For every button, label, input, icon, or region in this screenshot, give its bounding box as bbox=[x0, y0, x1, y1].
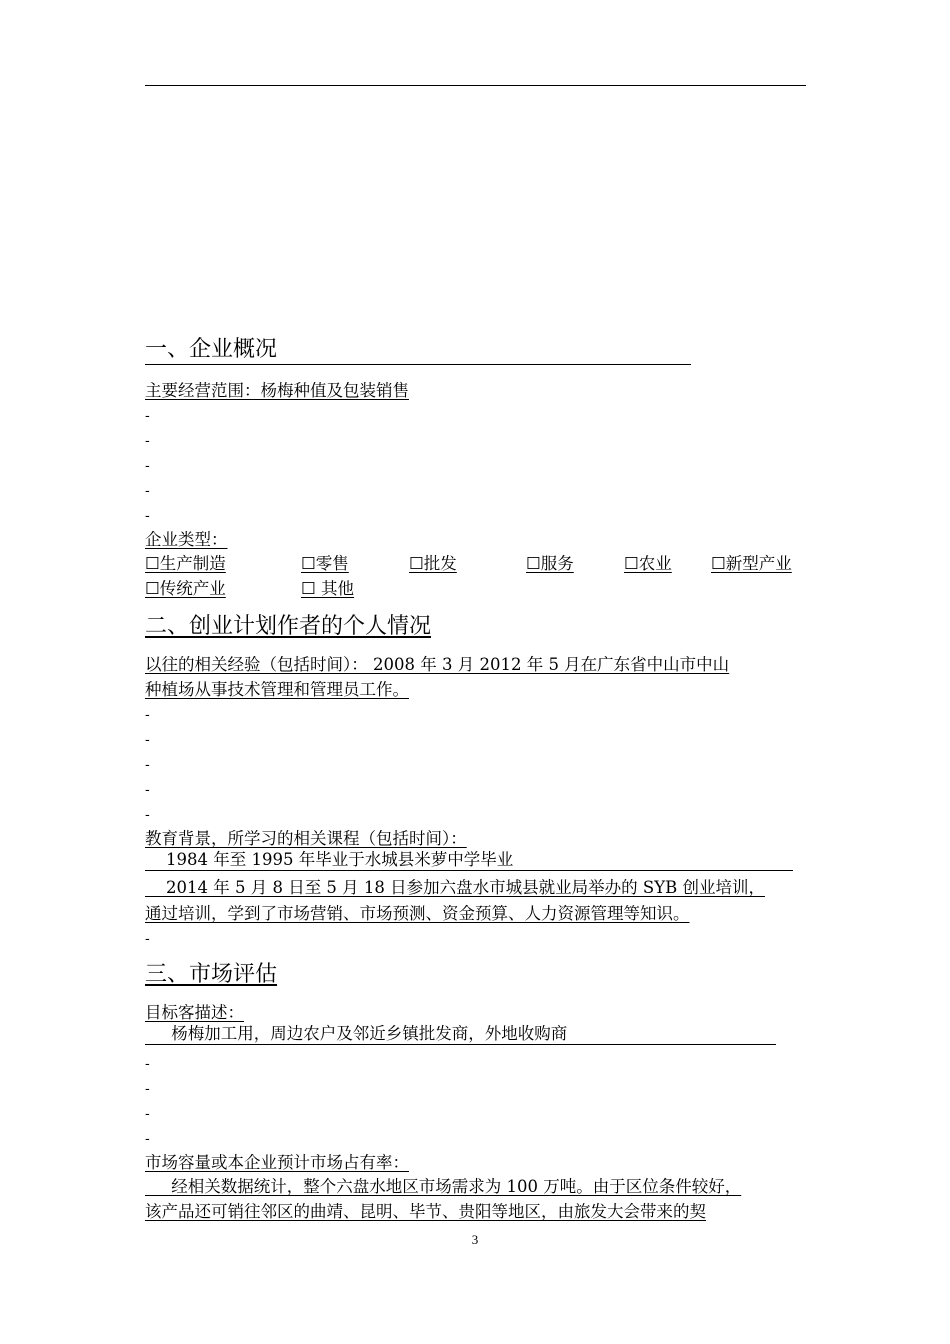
section-heading-market: 三、市场评估 bbox=[145, 962, 278, 987]
capacity-text-line2: 该产品还可销往邻区的曲靖、昆明、毕节、贵阳等地区，由旅发大会带来的契 bbox=[145, 1202, 706, 1221]
option-new-industry[interactable]: ☐新型产业 bbox=[711, 554, 792, 573]
header-rule bbox=[145, 85, 806, 86]
blank-line: - bbox=[145, 1056, 150, 1072]
option-service[interactable]: ☐服务 bbox=[526, 554, 574, 573]
page-number: 3 bbox=[471, 1232, 479, 1247]
option-wholesale[interactable]: ☐批发 bbox=[409, 554, 457, 573]
option-other[interactable]: ☐ 其他 bbox=[301, 579, 355, 598]
option-retail[interactable]: ☐零售 bbox=[301, 554, 349, 573]
blank-line: - bbox=[145, 1131, 150, 1147]
blank-line: - bbox=[145, 732, 150, 748]
blank-line: - bbox=[145, 782, 150, 798]
experience-text-line2: 种植场从事技术管理和管理员工作。 bbox=[145, 680, 409, 699]
blank-line: - bbox=[145, 1106, 150, 1122]
education-label: 教育背景，所学习的相关课程（包括时间）： bbox=[145, 829, 467, 848]
blank-line: - bbox=[145, 458, 150, 474]
customer-description: 杨梅加工用，周边农户及邻近乡镇批发商，外地收购商 bbox=[145, 1023, 776, 1045]
education-line3: 通过培训，学到了市场营销、市场预测、资金预算、人力资源管理等知识。 bbox=[145, 904, 690, 923]
blank-line: - bbox=[145, 483, 150, 499]
education-line1: 1984 年至 1995 年毕业于水城县米萝中学毕业 bbox=[145, 849, 793, 871]
section-heading-overview: 一、企业概况 bbox=[145, 336, 691, 365]
option-agriculture[interactable]: ☐农业 bbox=[624, 554, 672, 573]
blank-line: - bbox=[145, 508, 150, 524]
education-line2: 2014 年 5 月 8 日至 5 月 18 日参加六盘水市城县就业局举办的 SYB 创业培训， bbox=[145, 878, 765, 897]
blank-line: - bbox=[145, 757, 150, 773]
option-manufacturing[interactable]: ☐生产制造 bbox=[145, 554, 226, 573]
enterprise-type-label: 企业类型： bbox=[145, 530, 228, 549]
blank-line: - bbox=[145, 408, 150, 424]
section-heading-author: 二、创业计划作者的个人情况 bbox=[145, 614, 432, 639]
blank-line: - bbox=[145, 807, 150, 823]
business-scope: 主要经营范围：杨梅种值及包装销售 bbox=[145, 381, 409, 400]
option-traditional-industry[interactable]: ☐传统产业 bbox=[145, 579, 226, 598]
blank-line: - bbox=[145, 433, 150, 449]
blank-line: - bbox=[145, 1081, 150, 1097]
capacity-text-line1: 经相关数据统计，整个六盘水地区市场需求为 100 万吨。由于区位条件较好， bbox=[145, 1177, 742, 1196]
capacity-label: 市场容量或本企业预计市场占有率： bbox=[145, 1153, 409, 1172]
experience-text-line1: 以往的相关经验（包括时间）： 2008 年 3 月 2012 年 5 月在广东省中山市中山 bbox=[145, 655, 730, 674]
customer-label: 目标客描述： bbox=[145, 1003, 244, 1022]
blank-line: - bbox=[145, 707, 150, 723]
blank-line: - bbox=[145, 931, 150, 947]
